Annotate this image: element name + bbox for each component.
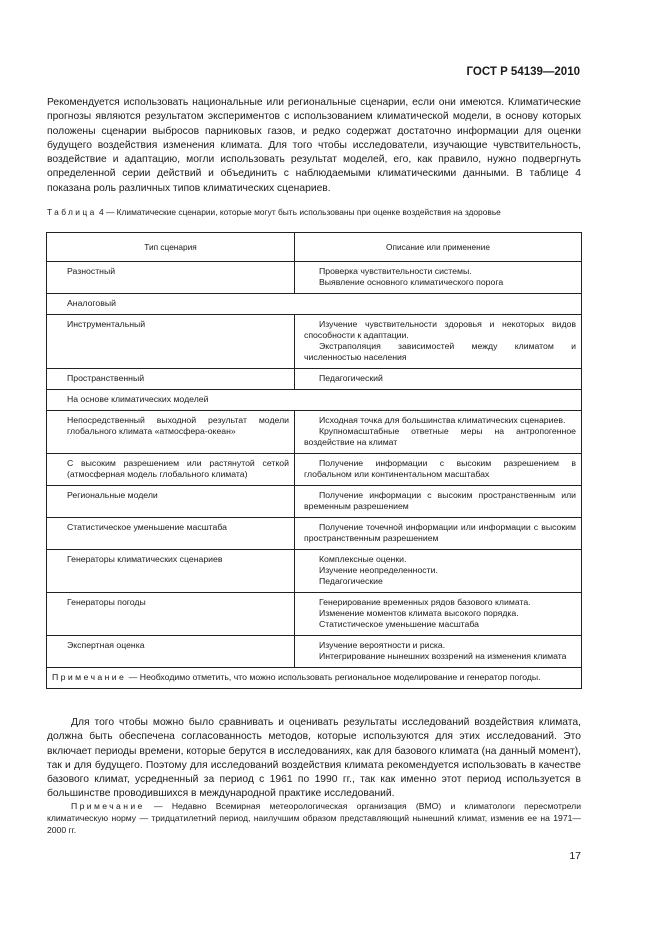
table-row [47, 369, 582, 390]
table-header-row [47, 233, 582, 262]
table-note [47, 668, 582, 689]
consistency-text: Для того чтобы можно было сравнивать и оценивать результаты исследований воздействия климата, должна быть обеспечена согласованность методов, которые используются для этих исследований. Это включает периоды времени, которые берутся в исследованиях, как для базового климата (на данный момент), так и для будущего. Поэтому для исследований воздействия климата рекомендуется использовать в качестве базового климат, усредненный за период с 1961 по 1990 гг., так как именно этот период используется в большинстве проводившихся в международной практике исследований. [47, 717, 581, 800]
table-row [47, 518, 582, 550]
section-heading: На основе климатических моделей [47, 390, 582, 411]
table-caption-rest: 4 — Климатические сценарии, которые могут быть использованы при оценке воздействия на здоровье [96, 207, 501, 217]
standard-designation: ГОСТ Р 54139—2010 [466, 66, 580, 78]
scenario-type: Генераторы погоды [47, 593, 295, 636]
table-row [47, 411, 582, 454]
consistency-paragraph [47, 716, 581, 802]
scenario-type: Экспертная оценка [47, 636, 295, 668]
description-line: Интегрирование нынешних воззрений на изменения климата [319, 651, 567, 661]
table-section-row [47, 390, 582, 411]
col-header-description: Описание или применение [295, 233, 582, 262]
scenario-description [295, 369, 582, 390]
scenario-description [295, 454, 582, 486]
scenario-description [295, 636, 582, 668]
table-row [47, 593, 582, 636]
scenario-type: Региональные модели [47, 486, 295, 518]
note-word: Примечание [52, 672, 127, 682]
scenario-description [295, 550, 582, 593]
description-line: Педагогические [319, 576, 383, 586]
scenario-type: С высоким разрешением или растянутой сеткой (атмосферная модель глобального климата) [47, 454, 295, 486]
scenario-type: Разностный [47, 262, 295, 294]
scenario-description [295, 262, 582, 294]
table-row [47, 636, 582, 668]
table-row [47, 486, 582, 518]
description-line: Изучение вероятности и риска. [319, 640, 446, 650]
scenario-type: Статистическое уменьшение масштаба [47, 518, 295, 550]
description-line: Выявление основного климатического порога [319, 277, 504, 287]
description-line: Получение информации с высоким разрешением в глобальном или континентальном масштабах [304, 458, 576, 479]
description-line: Статистическое уменьшение масштаба [319, 619, 479, 629]
scenario-description [295, 315, 582, 369]
description-line: Экстраполяция зависимостей между климатом и численностью населения [304, 341, 576, 362]
note2-text: — Недавно Всемирная метеорологическая организация (ВМО) и климатологи пересмотрели климатическую норму — тридцатилетний период, наилучшим образом представляющий нынешний климат, изменив ее на 1971—2000 гг. [47, 801, 581, 835]
table-note-row [47, 668, 582, 689]
table-row [47, 294, 582, 315]
note-text: — Необходимо отметить, что можно использовать региональное моделирование и генератор погоды. [126, 672, 541, 682]
description-line: Исходная точка для большинства климатических сценариев. [319, 415, 566, 425]
col-header-type: Тип сценария [47, 233, 295, 262]
note2-word: Примечание [71, 801, 145, 811]
description-line: Педагогический [319, 373, 383, 383]
description-line: Генерирование временных рядов базового климата. [319, 597, 531, 607]
intro-text: Рекомендуется использовать национальные или региональные сценарии, если они имеются. Климатические прогнозы являются результатом экспериментов с использованием климатической модели, в основу которых положены сценарии выбросов парниковых газов, и редко содержат достаточно информации для оценки будущего воздействия изменения климата. Для того чтобы исследователи, изучающие чувствительность, воздействие и адаптацию, могли использовать результат моделей, его, как правило, нужно подвергнуть определенной серии действий и объединить с наблюдаемыми климатическими данными. В таблице 4 показана роль различных типов климатических сценариев. [47, 97, 581, 194]
table-row [47, 550, 582, 593]
description-line: Получение информации с высоким пространственным или временным разрешением [304, 490, 576, 511]
page-number: 17 [569, 850, 581, 862]
scenario-description [295, 486, 582, 518]
scenario-type: Аналоговый [47, 294, 582, 315]
intro-paragraph [47, 96, 581, 196]
table-caption-word: Таблица [47, 207, 97, 217]
description-line: Проверка чувствительности системы. [319, 266, 472, 276]
scenario-description [295, 411, 582, 454]
scenario-description [295, 518, 582, 550]
climate-norm-note [47, 800, 581, 836]
scenario-type: Генераторы климатических сценариев [47, 550, 295, 593]
description-line: Изучение чувствительности здоровья и некоторых видов способности к адаптации. [304, 319, 576, 340]
table-row [47, 315, 582, 369]
description-line: Изучение неопределенности. [319, 565, 438, 575]
climate-scenarios-table [46, 232, 582, 689]
table-row [47, 262, 582, 294]
description-line: Получение точечной информации или информации с высоким пространственным разрешением [304, 522, 576, 543]
description-line: Комплексные оценки. [319, 554, 407, 564]
scenario-description [295, 593, 582, 636]
scenario-type: Непосредственный выходной результат модели глобального климата «атмосфера-океан» [47, 411, 295, 454]
description-line: Крупномасштабные ответные меры на антропогенное воздействие на климат [304, 426, 576, 447]
scenario-type: Пространственный [47, 369, 295, 390]
description-line: Изменение моментов климата высокого порядка. [319, 608, 519, 618]
table-row [47, 454, 582, 486]
scenario-type: Инструментальный [47, 315, 295, 369]
table-caption [47, 207, 567, 218]
